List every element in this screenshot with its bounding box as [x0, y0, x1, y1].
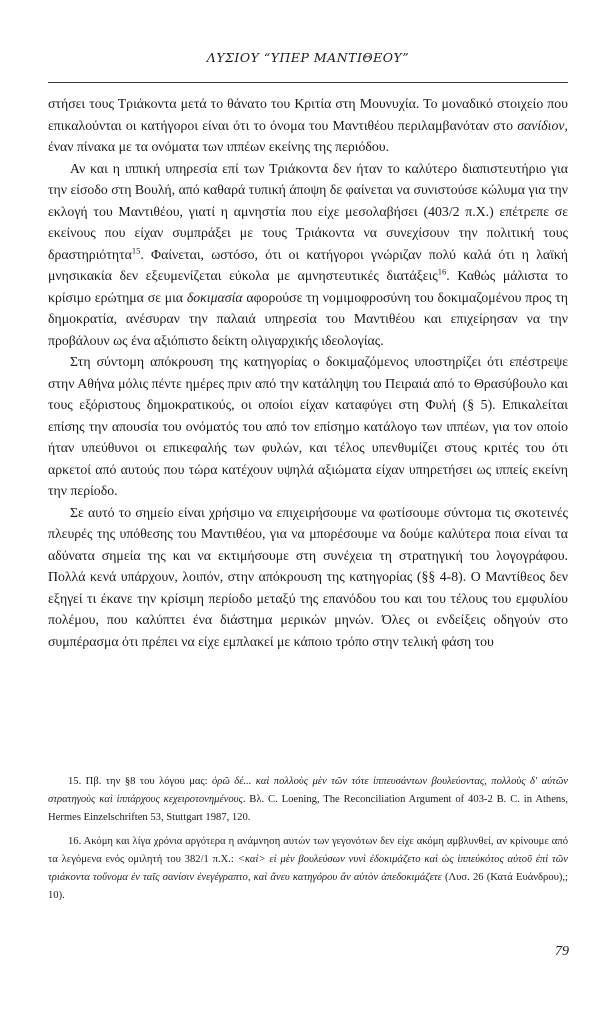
- footnote-16: [48, 833, 568, 905]
- paragraph-2-text-d: αφορούσε τη νομιμοφροσύνη του δοκιμαζομένου προς τη δημοκρατία, ανέσυραν την παλαιά υπηρεσία του Μαντιθέου και επιχείρησαν να την προβάλουν ως ένα αξιόπιστο δείκτη ολιγαρχικής ιδεολογίας.: [48, 289, 568, 348]
- paragraph-4: Σε αυτό το σημείο είναι χρήσιμο να επιχειρήσουμε να φωτίσουμε σύντομα τις σκοτεινές πλευρές της υπόθεσης του Μαντιθέου, για να μπορέσουμε να δούμε καλύτερα ποια είναι τα αδύνατα σημεία της και να εκτιμήσουμε στη συνέχεια τη στρατηγική του λογογράφου. Πολλά κενά υπάρχουν, λοιπόν, στην απόκρουση της κατηγορίας (§§ 4-8). Ο Μαντίθεος δεν εξηγεί τι έκανε την κρίσιμη περίοδο μεταξύ της επανόδου του και του τέλους του εμφυλίου πολέμου, που καλύπτει ένα διάστημα μερικών μηνών. Όλες οι ενδείξεις οδηγούν στο συμπέρασμα ότι πρέπει να είχε εμπλακεί με κάποιο τρόπο στην τελική φάση του: [48, 504, 568, 649]
- footnote-16-text-a: 16. Ακόμη και λίγα χρόνια αργότερα η ανάμνηση αυτών των γεγονότων δεν είχε ακόμη αμβλυνθεί, αν κρίνουμε από τα λεγόμενα ενός ομιλητή του 382/1 π.Χ.:: [48, 836, 568, 865]
- footnote-15-greek-quote: ὁρῶ δέ... καὶ πολλοὺς μὲν τῶν τότε ἱππευσάντων βουλεύοντας, πολλοὺς δ' αὐτῶν στρατηγοὺς καὶ ἱππάρχους κεχειροτονημένους: [48, 776, 568, 805]
- paragraph-1-emphasis: σανίδιον: [517, 117, 565, 133]
- header-rule: [48, 82, 568, 83]
- paragraph-2-text-b: . Φαίνεται, ωστόσο, ότι οι κατήγοροι γνώριζαν πολύ καλά ότι η λαϊκή μνησικακία δεν εξευμενίζεται εύκολα με αμνηστευτικές διατάξεις: [48, 246, 568, 283]
- footnote-16-text-b: (Λυσ. 26 (Κατά Ευάνδρου),; 10).: [48, 872, 568, 901]
- paragraph-1-text-b: , έναν πίνακα με τα ονόματα των ιππέων εκείνης της περιόδου.: [48, 117, 568, 154]
- paragraph-3: Στη σύντομη απόκρουση της κατηγορίας ο δοκιμαζόμενος υποστηρίζει ότι επέστρεψε στην Αθήνα μόλις πέντε ημέρες πριν από την κατάληψη του Πειραιά από το Θρασύβουλο και τους εξόριστους δημοκρατικούς, οι οποίοι είχαν καταφύγει στη Φυλή (§ 5). Επικαλείται επίσης την απουσία του ονόματός του από τον επίσημο κατάλογο των ιππέων, για τον οποίο ήταν υπεύθυνοι οι επικεφαλής των φυλών, και τέλος υπενθυμίζει στους κριτές του ότι αρκετοί από αυτούς που τώρα κατέχουν υψηλά αξιώματα είχαν υπηρετήσει ως ιππείς εκείνη την περίοδο.: [48, 354, 568, 498]
- footnote-ref-15[interactable]: 15: [131, 244, 141, 255]
- footnote-15-text-a: 15. Πβ. την §8 του λόγου μας:: [68, 776, 212, 787]
- footnote-15-text-b: . Βλ. C. Loening, The Reconciliation Argument of 403-2 B. C. in Athens, Hermes Einzelschriften 53, Stuttgart 1987, 120.: [48, 794, 568, 823]
- main-text: [48, 93, 568, 652]
- paragraph-2-emphasis: δοκιμασία: [186, 289, 243, 305]
- footnote-16-greek-quote: <καί> εἰ μὲν βουλεύσων νυνὶ ἐδοκιμάζετο καὶ ὡς ἱππεύκότος αὐτοῦ ἐπὶ τῶν τριάκοντα τοὔνομα ἐν ταῖς σανίσιν ἐνεγέγραπτο, καὶ ἄνευ κατηγόρου ἂν αὐτὸν ἀπεδοκιμάζετε: [48, 854, 568, 883]
- paragraph-2-text-c: . Καθώς μάλιστα το κρίσιμο ερώτημα σε μια: [48, 268, 568, 305]
- paragraph-1: [48, 93, 568, 158]
- paragraph-2: [48, 158, 568, 352]
- footnote-ref-16[interactable]: 16: [437, 266, 447, 277]
- running-header: ΛΥΣΙΟΥ “ΥΠΕΡ ΜΑΝΤΙΘΕΟΥ”: [206, 50, 410, 65]
- page-number: 79: [555, 944, 569, 959]
- paragraph-1-text-a: στήσει τους Τριάκοντα μετά το θάνατο του Κριτία στη Μουνυχία. Το μοναδικό στοιχείο που επικαλούνται οι κατήγοροι είναι ότι το όνομα του Μαντιθέου περιλαμβανόταν στο: [48, 96, 568, 133]
- footnotes: [48, 773, 568, 905]
- footnote-15: [48, 773, 568, 827]
- paragraph-2-text-a: Αν και η ιππική υπηρεσία επί των Τριάκοντα δεν ήταν το καλύτερο διαπιστευτήριο για την είσοδο στη Βουλή, από καθαρά τυπική άποψη δε φαίνεται να συνιστούσε κώλυμα για την εκλογή του Μαντιθέου, γιατί η αμνηστία που είχε μεσολαβήσει (403/2 π.Χ.) επέτρεπε σε εκείνους που είχαν συμπράξει με τους Τριάκοντα να συνεχίσουν την πολιτική τους δραστηριότητα: [48, 160, 568, 262]
